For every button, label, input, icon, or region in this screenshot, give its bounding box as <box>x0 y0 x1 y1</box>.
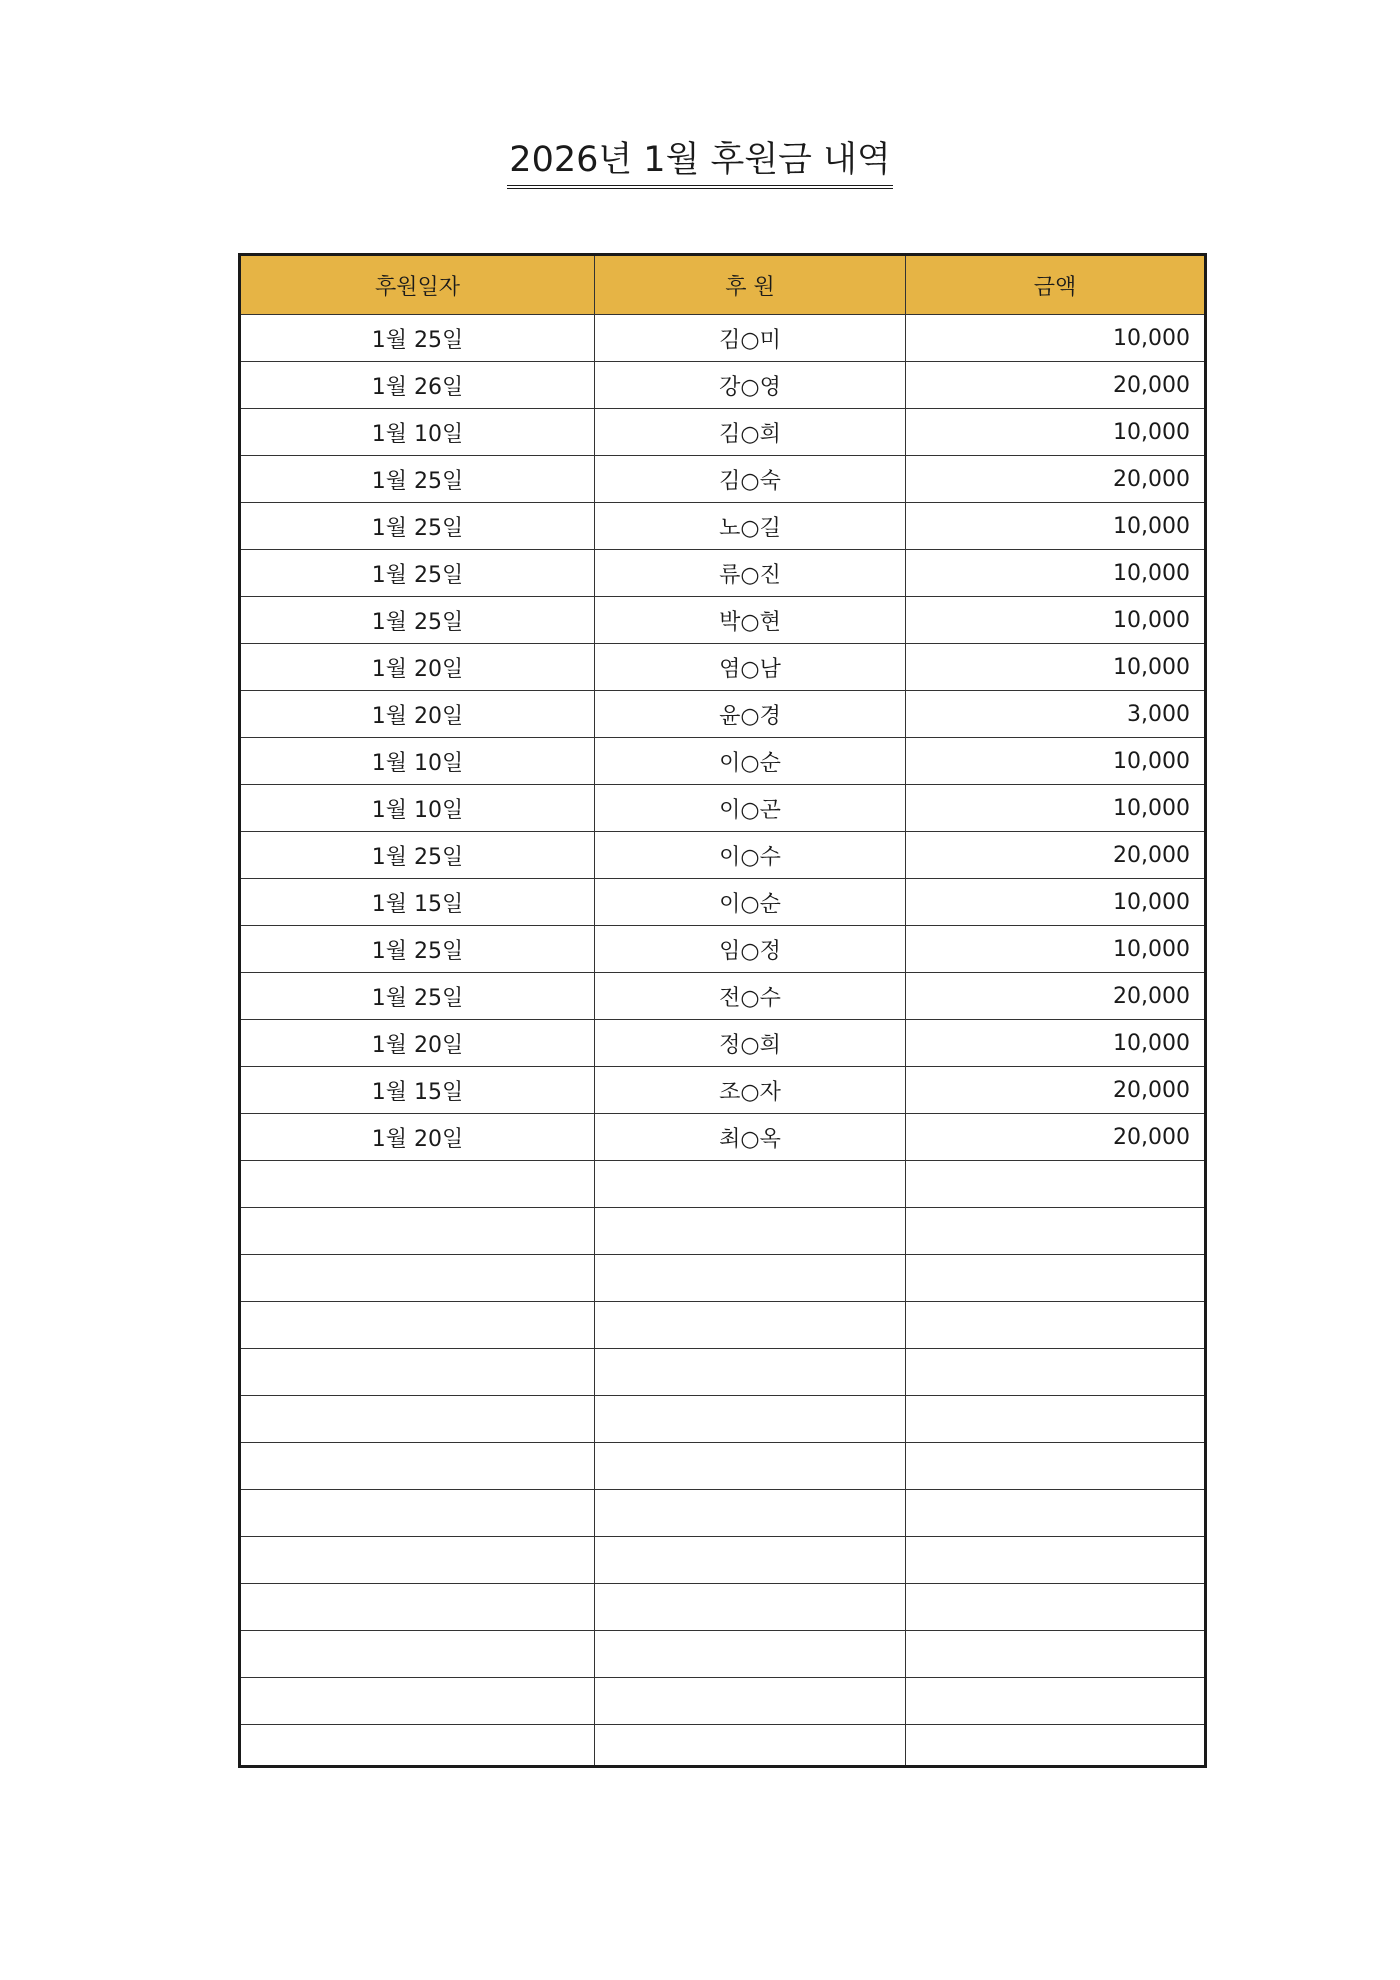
empty-row <box>240 1349 1206 1396</box>
empty-cell <box>906 1161 1206 1208</box>
empty-cell <box>906 1537 1206 1584</box>
empty-cell <box>240 1302 595 1349</box>
empty-cell <box>906 1396 1206 1443</box>
empty-cell <box>906 1490 1206 1537</box>
empty-row <box>240 1208 1206 1255</box>
row-donor: 노○길 <box>595 503 906 550</box>
row-date: 1월 25일 <box>240 832 595 879</box>
header-donor: 후 원 <box>595 255 906 315</box>
row-donor: 이○곤 <box>595 785 906 832</box>
row-date: 1월 10일 <box>240 409 595 456</box>
table-row <box>240 926 1206 973</box>
empty-cell <box>906 1725 1206 1767</box>
row-date: 1월 20일 <box>240 644 595 691</box>
row-donor: 류○진 <box>595 550 906 597</box>
row-amount: 10,000 <box>906 503 1206 550</box>
table-row <box>240 1114 1206 1161</box>
table-row <box>240 691 1206 738</box>
empty-cell <box>240 1678 595 1725</box>
row-date: 1월 26일 <box>240 362 595 409</box>
row-date: 1월 20일 <box>240 691 595 738</box>
row-amount: 20,000 <box>906 362 1206 409</box>
table-row <box>240 456 1206 503</box>
table-row <box>240 1067 1206 1114</box>
empty-cell <box>240 1396 595 1443</box>
row-amount: 10,000 <box>906 315 1206 362</box>
row-amount: 10,000 <box>906 785 1206 832</box>
empty-row <box>240 1302 1206 1349</box>
empty-row <box>240 1490 1206 1537</box>
empty-cell <box>906 1631 1206 1678</box>
row-donor: 이○수 <box>595 832 906 879</box>
empty-cell <box>595 1631 906 1678</box>
empty-cell <box>595 1725 906 1767</box>
row-date: 1월 15일 <box>240 1067 595 1114</box>
empty-cell <box>240 1255 595 1302</box>
row-donor: 김○미 <box>595 315 906 362</box>
table-row <box>240 409 1206 456</box>
empty-row <box>240 1161 1206 1208</box>
row-date: 1월 20일 <box>240 1020 595 1067</box>
empty-cell <box>595 1443 906 1490</box>
table-row <box>240 315 1206 362</box>
empty-cell <box>595 1584 906 1631</box>
row-date: 1월 25일 <box>240 503 595 550</box>
empty-cell <box>906 1349 1206 1396</box>
row-donor: 강○영 <box>595 362 906 409</box>
empty-cell <box>240 1584 595 1631</box>
row-donor: 전○수 <box>595 973 906 1020</box>
empty-cell <box>595 1302 906 1349</box>
empty-cell <box>595 1678 906 1725</box>
row-donor: 정○희 <box>595 1020 906 1067</box>
empty-cell <box>595 1396 906 1443</box>
table-header-row <box>240 255 1206 315</box>
row-amount: 20,000 <box>906 1067 1206 1114</box>
empty-row <box>240 1631 1206 1678</box>
table-row <box>240 362 1206 409</box>
table-row <box>240 879 1206 926</box>
empty-cell <box>595 1537 906 1584</box>
empty-cell <box>240 1537 595 1584</box>
row-date: 1월 25일 <box>240 926 595 973</box>
row-date: 1월 10일 <box>240 738 595 785</box>
row-amount: 10,000 <box>906 879 1206 926</box>
donation-table <box>238 253 1207 1768</box>
row-date: 1월 25일 <box>240 315 595 362</box>
empty-row <box>240 1584 1206 1631</box>
page-title <box>0 138 1400 189</box>
row-donor: 이○순 <box>595 738 906 785</box>
row-donor: 최○옥 <box>595 1114 906 1161</box>
row-date: 1월 15일 <box>240 879 595 926</box>
empty-cell <box>240 1443 595 1490</box>
row-amount: 20,000 <box>906 832 1206 879</box>
row-date: 1월 20일 <box>240 1114 595 1161</box>
row-amount: 10,000 <box>906 644 1206 691</box>
row-date: 1월 25일 <box>240 597 595 644</box>
empty-cell <box>240 1725 595 1767</box>
row-amount: 10,000 <box>906 738 1206 785</box>
table-row <box>240 597 1206 644</box>
empty-row <box>240 1725 1206 1767</box>
empty-row <box>240 1255 1206 1302</box>
empty-cell <box>595 1349 906 1396</box>
row-amount: 10,000 <box>906 550 1206 597</box>
empty-cell <box>906 1584 1206 1631</box>
table-row <box>240 973 1206 1020</box>
table-row <box>240 832 1206 879</box>
empty-cell <box>906 1678 1206 1725</box>
row-date: 1월 25일 <box>240 550 595 597</box>
row-amount: 20,000 <box>906 1114 1206 1161</box>
empty-cell <box>906 1443 1206 1490</box>
empty-cell <box>906 1208 1206 1255</box>
row-amount: 10,000 <box>906 1020 1206 1067</box>
header-amount: 금액 <box>906 255 1206 315</box>
row-donor: 조○자 <box>595 1067 906 1114</box>
empty-cell <box>906 1255 1206 1302</box>
table-row <box>240 644 1206 691</box>
table-row <box>240 550 1206 597</box>
row-donor: 임○정 <box>595 926 906 973</box>
empty-row <box>240 1396 1206 1443</box>
row-date: 1월 25일 <box>240 973 595 1020</box>
empty-cell <box>595 1161 906 1208</box>
row-amount: 10,000 <box>906 926 1206 973</box>
row-date: 1월 25일 <box>240 456 595 503</box>
header-date: 후원일자 <box>240 255 595 315</box>
table-row <box>240 503 1206 550</box>
empty-cell <box>595 1208 906 1255</box>
empty-cell <box>595 1490 906 1537</box>
empty-row <box>240 1443 1206 1490</box>
row-date: 1월 10일 <box>240 785 595 832</box>
row-amount: 20,000 <box>906 973 1206 1020</box>
row-donor: 이○순 <box>595 879 906 926</box>
empty-cell <box>906 1302 1206 1349</box>
empty-row <box>240 1537 1206 1584</box>
row-donor: 염○남 <box>595 644 906 691</box>
empty-cell <box>240 1208 595 1255</box>
empty-cell <box>240 1349 595 1396</box>
row-amount: 10,000 <box>906 597 1206 644</box>
table-row <box>240 1020 1206 1067</box>
row-donor: 김○숙 <box>595 456 906 503</box>
empty-row <box>240 1678 1206 1725</box>
table-row <box>240 785 1206 832</box>
empty-cell <box>240 1631 595 1678</box>
page-title-text: 2026년 1월 후원금 내역 <box>507 138 892 189</box>
row-donor: 윤○경 <box>595 691 906 738</box>
empty-cell <box>240 1161 595 1208</box>
row-amount: 3,000 <box>906 691 1206 738</box>
row-amount: 10,000 <box>906 409 1206 456</box>
empty-cell <box>240 1490 595 1537</box>
row-amount: 20,000 <box>906 456 1206 503</box>
empty-cell <box>595 1255 906 1302</box>
row-donor: 김○희 <box>595 409 906 456</box>
table-row <box>240 738 1206 785</box>
row-donor: 박○현 <box>595 597 906 644</box>
